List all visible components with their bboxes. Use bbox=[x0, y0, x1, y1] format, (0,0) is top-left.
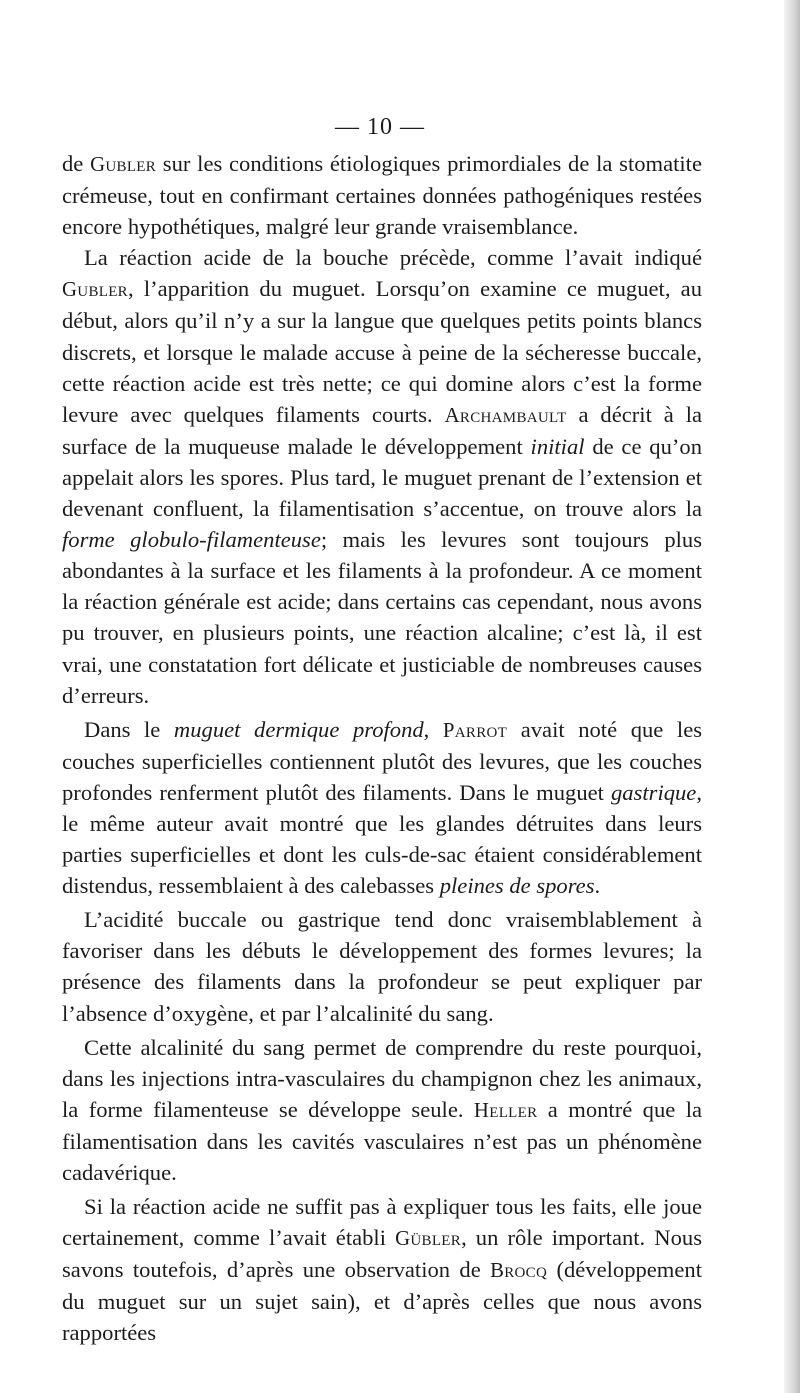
text-run: , bbox=[423, 716, 443, 742]
text-run: avait noté que les couches superficielles contiennent plutôt des levures, que les couches profondes renferment plutôt des filaments. Dans le muguet bbox=[62, 716, 703, 805]
italic-term: gastrique bbox=[610, 779, 697, 805]
text-run: ; mais les levures sont toujours plus abondantes à la surface et les filaments à la profondeur. A ce moment la réaction générale est acide; dans certains cas cependant, nous avons pu trouver, en plusieurs points, une réaction alcaline; c’est là, il est vrai, une constatation fort délicate et justiciable de nombreuses causes d’erreurs. bbox=[62, 527, 702, 708]
author-name: Gübler bbox=[395, 1227, 462, 1251]
text-run: a décrit à la surface de la muqueuse malade le développement bbox=[62, 401, 702, 459]
author-name: Gubler bbox=[90, 153, 157, 176]
body-text bbox=[62, 148, 702, 1349]
italic-term: forme globulo-filamenteuse bbox=[62, 527, 321, 553]
text-run: La réaction acide de la bouche précède, comme l’avait indiqué bbox=[84, 245, 702, 271]
italic-term: pleines de spores bbox=[439, 873, 595, 899]
italic-term: muguet dermique profond bbox=[173, 716, 424, 742]
paragraph bbox=[62, 1032, 702, 1188]
text-run: , le même auteur avait montré que les glandes détruites dans leurs parties superficielles et dont les culs-de-sac étaient considérablement distendus, ressemblaient à des calebasses bbox=[62, 779, 702, 899]
paragraph bbox=[62, 148, 702, 242]
paragraph bbox=[62, 904, 702, 1028]
text-run: . bbox=[594, 873, 601, 899]
text-run: , l’apparition du muguet. Lorsqu’on examine ce muguet, au début, alors qu’il n’y a sur la langue que quelques petits points blancs discrets, et lorsque le malade accuse à peine de la sécheresse buccale, cette réaction acide est très nette; ce qui domine alors c’est la forme levure avec quelques filaments courts. bbox=[62, 276, 702, 427]
author-name: Gubler bbox=[62, 278, 128, 302]
author-name: Archambault bbox=[444, 403, 567, 427]
paragraph bbox=[62, 1191, 702, 1348]
text-run: Cette alcalinité du sang permet de comprendre du reste pourquoi, dans les injections intra-vasculaires du champignon chez les animaux, la forme filamenteuse se développe seule. bbox=[62, 1034, 702, 1122]
paragraph bbox=[62, 714, 702, 902]
text-run: de bbox=[62, 151, 91, 176]
text-run: L’acidité buccale ou gastrique tend donc vraisemblablement à favoriser dans les débuts le développement des formes levures; la présence des filaments dans la profondeur se peut expliquer par l’absence d’oxygène, et par l’alcalinité du sang. bbox=[62, 907, 702, 1026]
paragraph bbox=[62, 242, 702, 710]
text-run: de ce qu’on appelait alors les spores. Plus tard, le muguet prenant de l’extension et devenant confluent, la filamentisation s’accentue, on trouve alors la bbox=[62, 433, 702, 522]
italic-term: initial bbox=[530, 433, 585, 459]
text-run: a montré que la filamentisation dans les cavités vasculaires n’est pas un phénomène cadavérique. bbox=[62, 1096, 703, 1185]
author-name: Parrot bbox=[442, 718, 508, 742]
text-run: (développement du muguet sur un sujet sain), et d’après celles que nous avons rapportées bbox=[62, 1257, 702, 1346]
author-name: Heller bbox=[473, 1098, 538, 1122]
page-number: — 10 — bbox=[335, 114, 425, 140]
text-run: Si la réaction acide ne suffit pas à expliquer tous les faits, elle joue certainement, comme l’avait établi bbox=[62, 1194, 702, 1251]
page-edge-shadow bbox=[784, 0, 800, 1393]
text-run: Dans le bbox=[84, 716, 174, 742]
text-run: sur les conditions étiologiques primordiales de la stomatite crémeuse, tout en confirmant certaines données pathogéniques restées encore hypothétiques, malgré leur grande vraisemblance. bbox=[62, 151, 702, 240]
author-name: Brocq bbox=[490, 1259, 548, 1283]
text-run: , un rôle important. Nous savons toutefois, d’après une observation de bbox=[62, 1225, 702, 1283]
